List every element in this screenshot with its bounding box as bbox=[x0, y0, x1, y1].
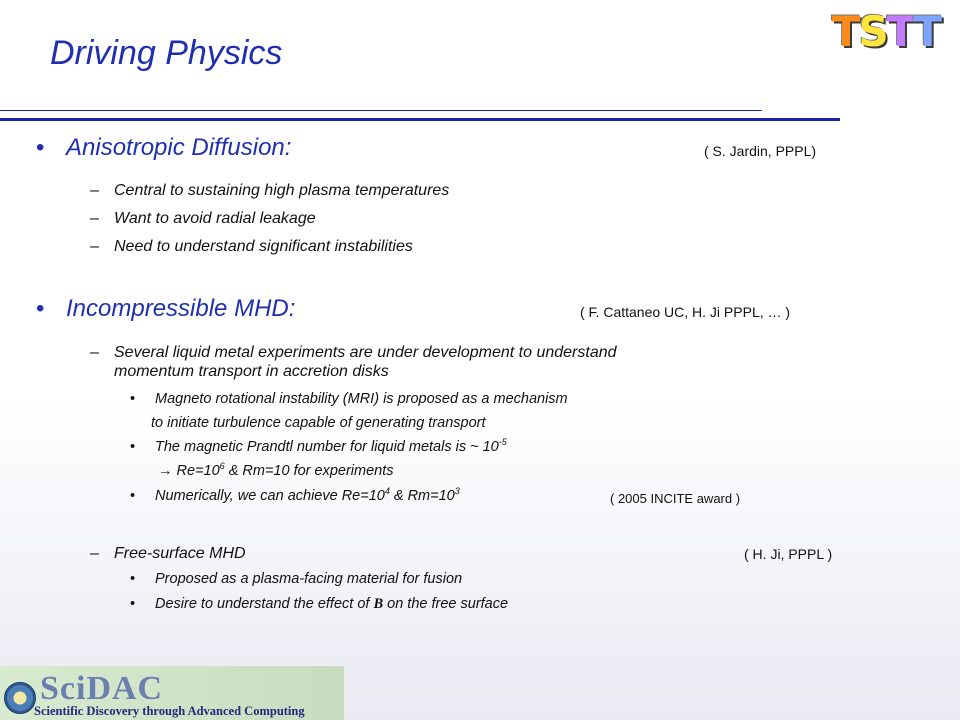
logo-letter: T bbox=[913, 7, 942, 56]
dash-bullet-icon: – bbox=[90, 182, 99, 199]
logo-letter: S bbox=[858, 7, 889, 56]
dash-bullet-icon: – bbox=[90, 545, 99, 562]
bullet-icon: • bbox=[36, 295, 45, 322]
small-bullet-icon: • bbox=[130, 488, 136, 504]
scidac-logo bbox=[0, 666, 344, 720]
list-item: – Want to avoid radial leakage bbox=[90, 210, 316, 227]
sub-list-item-continuation: → $Re=10^6$ & Rm=10 for experiments bbox=[158, 461, 394, 479]
heading-text: Anisotropic Diffusion: bbox=[66, 134, 292, 161]
heading-text: Incompressible MHD: bbox=[66, 295, 296, 322]
citation-incite: ( 2005 INCITE award ) bbox=[610, 491, 741, 506]
sub-list-item: • Numerically, we can achieve $Re=10^4$ & $Rm=10^3$ bbox=[130, 486, 460, 504]
list-item: – Central to sustaining high plasma temperatures bbox=[90, 182, 450, 199]
dash-bullet-icon: – bbox=[90, 238, 99, 255]
title-divider-thick bbox=[0, 118, 840, 121]
logo-letter: T bbox=[831, 7, 861, 56]
dash-bullet-icon: – bbox=[90, 344, 99, 361]
slide-title: Driving Physics bbox=[50, 34, 283, 72]
list-item: – Free-surface MHD bbox=[90, 545, 246, 562]
sub-list-item: • Proposed as a plasma-facing material for fusion bbox=[130, 571, 463, 587]
small-bullet-icon: • bbox=[130, 571, 136, 587]
section-heading-mhd bbox=[36, 295, 295, 323]
title-divider-thin bbox=[0, 110, 762, 111]
small-bullet-icon: • bbox=[130, 439, 136, 455]
citation-jardin: ( S. Jardin, PPPL) bbox=[704, 143, 817, 159]
sub-list-item: • Desire to understand the effect of B on the free surface bbox=[130, 596, 509, 612]
dash-bullet-icon: – bbox=[90, 210, 99, 227]
small-bullet-icon: • bbox=[130, 596, 136, 612]
scidac-tagline: Scientific Discovery through Advanced Computing bbox=[34, 704, 305, 718]
doe-seal-icon bbox=[4, 682, 36, 714]
logo-letter: T bbox=[886, 7, 916, 56]
list-item: – Several liquid metal experiments are under development to understand momentum transport in accretion disks bbox=[90, 344, 617, 380]
sub-list-item-continuation: to initiate turbulence capable of generating transport bbox=[151, 415, 486, 431]
small-bullet-icon: • bbox=[130, 391, 136, 407]
section-heading-anisotropic bbox=[36, 134, 291, 162]
list-item: – Need to understand significant instabilities bbox=[90, 238, 413, 255]
scidac-wordmark: SciDAC bbox=[40, 670, 164, 707]
sub-list-item: • The magnetic Prandtl number for liquid metals is ~ $10^{-5}$ bbox=[130, 437, 507, 455]
citation-cattaneo-ji: ( F. Cattaneo UC, H. Ji PPPL, … ) bbox=[580, 304, 791, 320]
tstt-logo bbox=[831, 7, 942, 56]
arrow-right-icon: → bbox=[158, 463, 173, 479]
bullet-icon: • bbox=[36, 134, 45, 161]
sub-list-item: • Magneto rotational instability (MRI) is proposed as a mechanism bbox=[130, 391, 568, 407]
citation-ji: ( H. Ji, PPPL ) bbox=[744, 546, 833, 562]
